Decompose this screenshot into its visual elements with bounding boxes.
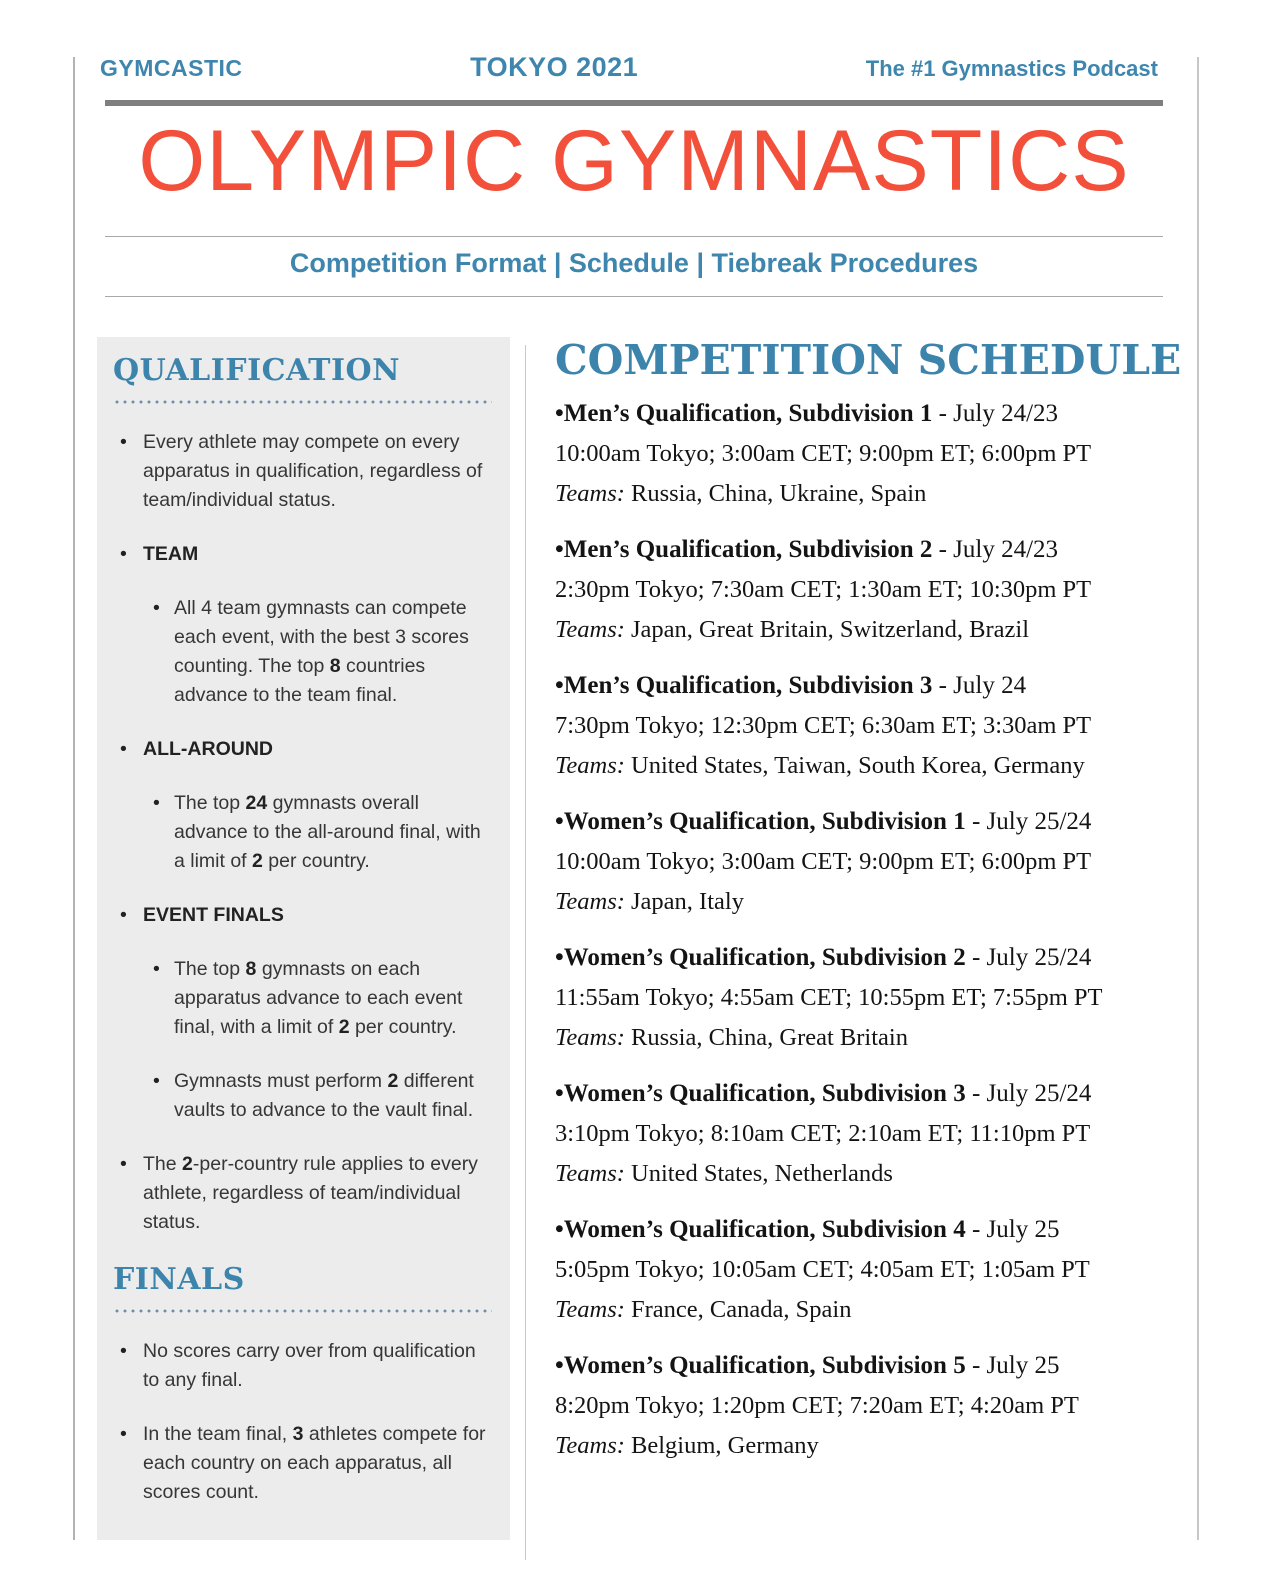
page-header: [100, 52, 1158, 83]
list-item: • TEAM: [113, 540, 492, 569]
schedule-entry: [555, 938, 1173, 1058]
entry-times: 5:05pm Tokyo; 10:05am CET; 4:05am ET; 1:05am PT: [555, 1256, 1090, 1283]
entry-teams: Teams: Japan, Great Britain, Switzerland, Brazil: [555, 616, 1030, 643]
section-heading-qualification: QUALIFICATION: [113, 353, 401, 388]
finals-list: [113, 1337, 492, 1507]
competition-schedule: [555, 336, 1182, 1482]
entry-times: 8:20pm Tokyo; 1:20pm CET; 7:20am ET; 4:20am PT: [555, 1392, 1079, 1419]
entry-teams: Teams: United States, Taiwan, South Korea, Germany: [555, 752, 1085, 779]
list-item: • The top 24 gymnasts overall advance to the all-around final, with a limit of 2 per country.: [146, 789, 492, 876]
header-rule: [105, 100, 1163, 106]
event-title: TOKYO 2021: [470, 52, 639, 82]
divider-line: [105, 296, 1163, 297]
entry-title: •Women’s Qualification, Subdivision 5 - July 25: [555, 1352, 1060, 1379]
entry-title: •Women’s Qualification, Subdivision 4 - July 25: [555, 1216, 1060, 1243]
schedule-entry: [555, 1346, 1173, 1466]
entry-title: •Men’s Qualification, Subdivision 3 - July 24: [555, 672, 1027, 699]
schedule-heading: COMPETITION SCHEDULE: [555, 336, 1182, 384]
dotted-separator: [113, 400, 492, 404]
page-border-right: [1197, 57, 1199, 1540]
list-item: • In the team final, 3 athletes compete for each country on each apparatus, all scores count.: [113, 1420, 492, 1507]
entry-teams: Teams: Russia, China, Ukraine, Spain: [555, 480, 927, 507]
list-item: • EVENT FINALS: [113, 901, 492, 930]
entry-times: 11:55am Tokyo; 4:55am CET; 10:55pm ET; 7:55pm PT: [555, 984, 1103, 1011]
list-item: • The top 8 gymnasts on each apparatus advance to each event final, with a limit of 2 per country.: [146, 955, 492, 1042]
section-heading-finals: FINALS: [113, 1262, 245, 1297]
entry-times: 7:30pm Tokyo; 12:30pm CET; 6:30am ET; 3:30am PT: [555, 712, 1092, 739]
qualification-list: [113, 428, 492, 1237]
entry-teams: Teams: Japan, Italy: [555, 888, 744, 915]
schedule-entry: [555, 1074, 1173, 1194]
schedule-entry: [555, 666, 1173, 786]
entry-title: •Women’s Qualification, Subdivision 3 - July 25/24: [555, 1080, 1092, 1107]
list-item: • Every athlete may compete on every apparatus in qualification, regardless of team/individual status.: [113, 428, 492, 515]
entry-teams: Teams: France, Canada, Spain: [555, 1296, 852, 1323]
entry-times: 2:30pm Tokyo; 7:30am CET; 1:30am ET; 10:30pm PT: [555, 576, 1092, 603]
entry-teams: Teams: Russia, China, Great Britain: [555, 1024, 908, 1051]
entry-times: 10:00am Tokyo; 3:00am CET; 9:00pm ET; 6:00pm PT: [555, 848, 1092, 875]
dotted-separator: [113, 1309, 492, 1313]
entry-title: •Men’s Qualification, Subdivision 2 - July 24/23: [555, 536, 1059, 563]
entry-teams: Teams: United States, Netherlands: [555, 1160, 893, 1187]
entry-title: •Women’s Qualification, Subdivision 2 - July 25/24: [555, 944, 1092, 971]
schedule-entry: [555, 394, 1173, 514]
brand-logo-text: GYMCASTIC: [100, 55, 243, 81]
page-subtitle: Competition Format | Schedule | Tiebreak Procedures: [289, 248, 979, 278]
list-item: • ALL-AROUND: [113, 735, 492, 764]
divider-line: [105, 236, 1163, 237]
entry-times: 3:10pm Tokyo; 8:10am CET; 2:10am ET; 11:10pm PT: [555, 1120, 1091, 1147]
list-item: • No scores carry over from qualification to any final.: [113, 1337, 492, 1395]
entry-title: •Men’s Qualification, Subdivision 1 - July 24/23: [555, 400, 1059, 427]
schedule-entry: [555, 530, 1173, 650]
column-divider: [525, 345, 526, 1560]
list-item: • The 2-per-country rule applies to every athlete, regardless of team/individual status.: [113, 1150, 492, 1237]
list-item: • All 4 team gymnasts can compete each event, with the best 3 scores counting. The top 8 countries advance to the team final.: [146, 594, 492, 710]
schedule-entry: [555, 1210, 1173, 1330]
page-border-left: [73, 57, 75, 1540]
schedule-entry: [555, 802, 1173, 922]
podcast-tagline: The #1 Gymnastics Podcast: [865, 56, 1158, 81]
entry-teams: Teams: Belgium, Germany: [555, 1432, 819, 1459]
page-title: OLYMPIC GYMNASTICS: [138, 113, 1130, 209]
entry-title: •Women’s Qualification, Subdivision 1 - July 25/24: [555, 808, 1092, 835]
list-item: • Gymnasts must perform 2 different vaults to advance to the vault final.: [146, 1067, 492, 1125]
rules-sidebar: [97, 337, 510, 1540]
entry-times: 10:00am Tokyo; 3:00am CET; 9:00pm ET; 6:00pm PT: [555, 440, 1092, 467]
